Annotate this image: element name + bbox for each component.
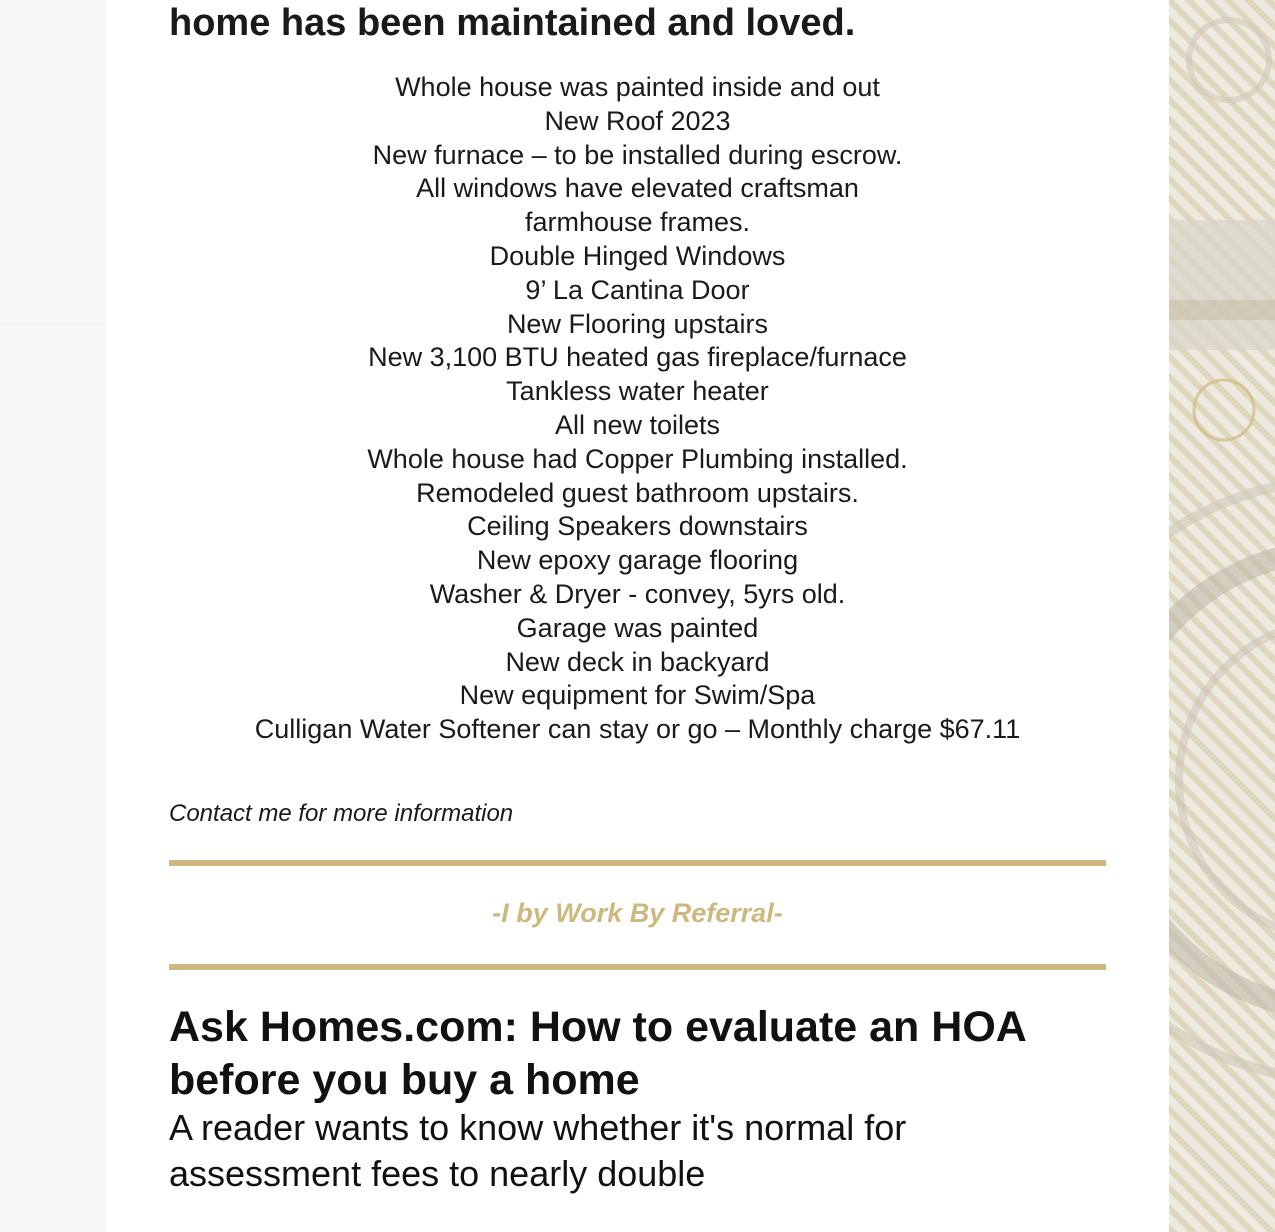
feature-item: All windows have elevated craftsman (416, 173, 859, 204)
top-divider (169, 860, 1106, 866)
feature-item: New deck in backyard (505, 646, 770, 677)
referral-tagline: -I by Work By Referral- (492, 898, 783, 928)
feature-item: Remodeled guest bathroom upstairs. (416, 477, 859, 508)
feature-item: Whole house had Copper Plumbing installed. (367, 443, 908, 474)
feature-item: Ceiling Speakers downstairs (467, 511, 808, 542)
feature-list (169, 71, 1106, 747)
article-subtitle: A reader wants to know whether it's normal for assessment fees to nearly double (169, 1107, 907, 1194)
feature-item: New equipment for Swim/Spa (459, 680, 816, 711)
main-content (106, 0, 1169, 1232)
contact-text: Contact me for more information (169, 800, 514, 827)
feature-item: All new toilets (554, 409, 721, 440)
feature-item: New epoxy garage flooring (476, 545, 799, 576)
feature-item: Whole house was painted inside and out (395, 72, 880, 102)
article-title-link[interactable]: Ask Homes.com: How to evaluate an HOA before you buy a home (169, 1003, 1026, 1104)
left-background (0, 0, 106, 1232)
ornament-graphic (1169, 0, 1275, 1232)
bottom-divider (169, 964, 1106, 970)
feature-item: Culligan Water Softener can stay or go – Monthly charge $67.11 (254, 714, 1021, 745)
feature-item: farmhouse frames. (524, 207, 751, 238)
feature-item: New Flooring upstairs (506, 308, 769, 339)
feature-item: Garage was painted (516, 612, 759, 643)
feature-item: New furnace – to be installed during escrow. (372, 139, 903, 170)
decorative-clock-background (1169, 0, 1275, 1232)
feature-item: Washer & Dryer - convey, 5yrs old. (429, 578, 846, 609)
feature-item: New 3,100 BTU heated gas fireplace/furnace (368, 342, 907, 373)
intro-headline: home has been maintained and loved. (169, 2, 856, 44)
feature-item: Tankless water heater (506, 376, 769, 407)
feature-item: 9’ La Cantina Door (525, 274, 750, 305)
feature-item: Double Hinged Windows (489, 240, 786, 271)
feature-item: New Roof 2023 (544, 105, 731, 136)
